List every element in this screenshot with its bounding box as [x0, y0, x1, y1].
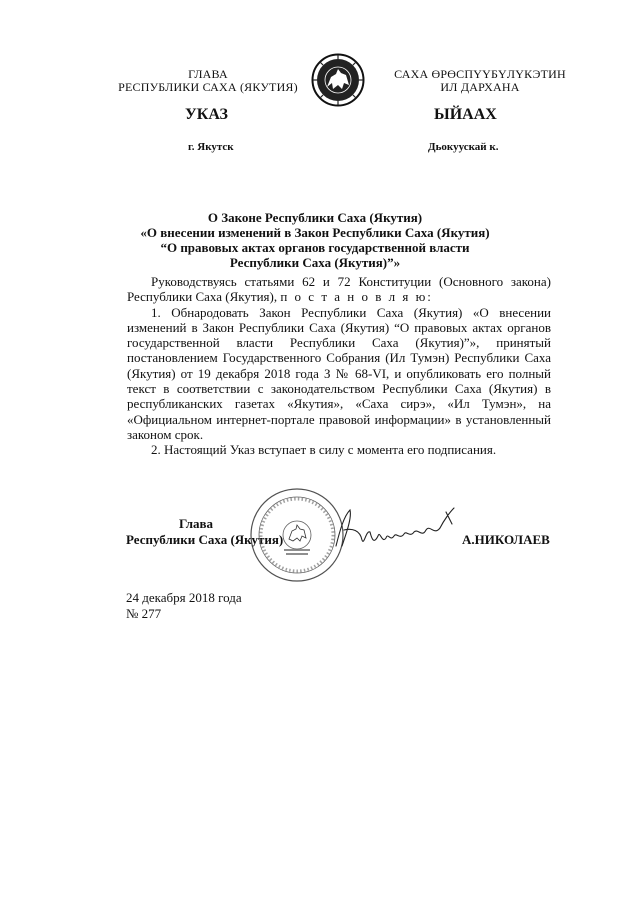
header-right	[388, 68, 572, 94]
doc-type-right: ЫЙААХ	[434, 106, 497, 123]
header-left-line1: ГЛАВА	[188, 67, 228, 81]
document-footer	[126, 590, 242, 622]
item-1: 1. Обнародовать Закон Республики Саха (Якутия) «О внесении изменений в Закон Республики Саха (Якутия) “О правовых актах органов государственной власти Республики Саха (Якутия)”», принятый постановлением Государственного Собрания (Ил Тумэн) Республики Саха (Якутия) от 19 декабря 2018 года З № 68-VI, и опубликовать его полный текст в соответствии с законодательством Республики Саха (Якутия) в республиканских газетах «Якутия», «Саха сирэ», «Ил Тумэн», на «Официальном интернет-портале правовой информации» в установленный законом срок.	[127, 304, 551, 442]
signatory-name: А.НИКОЛАЕВ	[462, 532, 550, 547]
signatory-title	[126, 516, 284, 548]
signatory-title-line2: Республики Саха (Якутия)	[126, 532, 284, 547]
document-body	[127, 274, 551, 458]
city-left: г. Якутск	[188, 141, 234, 153]
title-line: Республики Саха (Якутия)”»	[229, 255, 401, 270]
preamble-text: Руководствуясь статьями 62 и 72 Конституции (Основного закона) Республики Саха (Якутия),	[127, 274, 551, 305]
decree-word: п о с т а н о в л я ю:	[280, 289, 433, 305]
document-date: 24 декабря 2018 года	[126, 590, 242, 605]
doc-type-left: УКАЗ	[185, 106, 228, 123]
document-title	[100, 210, 530, 270]
header-right-line1: САХА ӨРӨСПҮҮБҮЛҮКЭТИН	[394, 67, 566, 81]
header-right-line2: ИЛ ДАРХАНА	[440, 80, 520, 94]
header-left-line2: РЕСПУБЛИКИ САХА (ЯКУТИЯ)	[118, 80, 298, 94]
title-line: О Законе Республики Саха (Якутия)	[207, 210, 423, 225]
title-line: “О правовых актах органов государственной власти	[160, 240, 470, 255]
item-2: 2. Настоящий Указ вступает в силу с момента его подписания.	[151, 442, 497, 458]
header-left	[118, 68, 298, 94]
preamble-paragraph	[127, 274, 551, 305]
signatory-title-line1: Глава	[178, 516, 214, 531]
document-number: № 277	[126, 606, 162, 621]
handwritten-signature	[330, 500, 462, 560]
title-line: «О внесении изменений в Закон Республики Саха (Якутия)	[140, 225, 490, 240]
city-right: Дьокуускай к.	[428, 141, 499, 153]
coat-of-arms-icon	[311, 53, 365, 107]
